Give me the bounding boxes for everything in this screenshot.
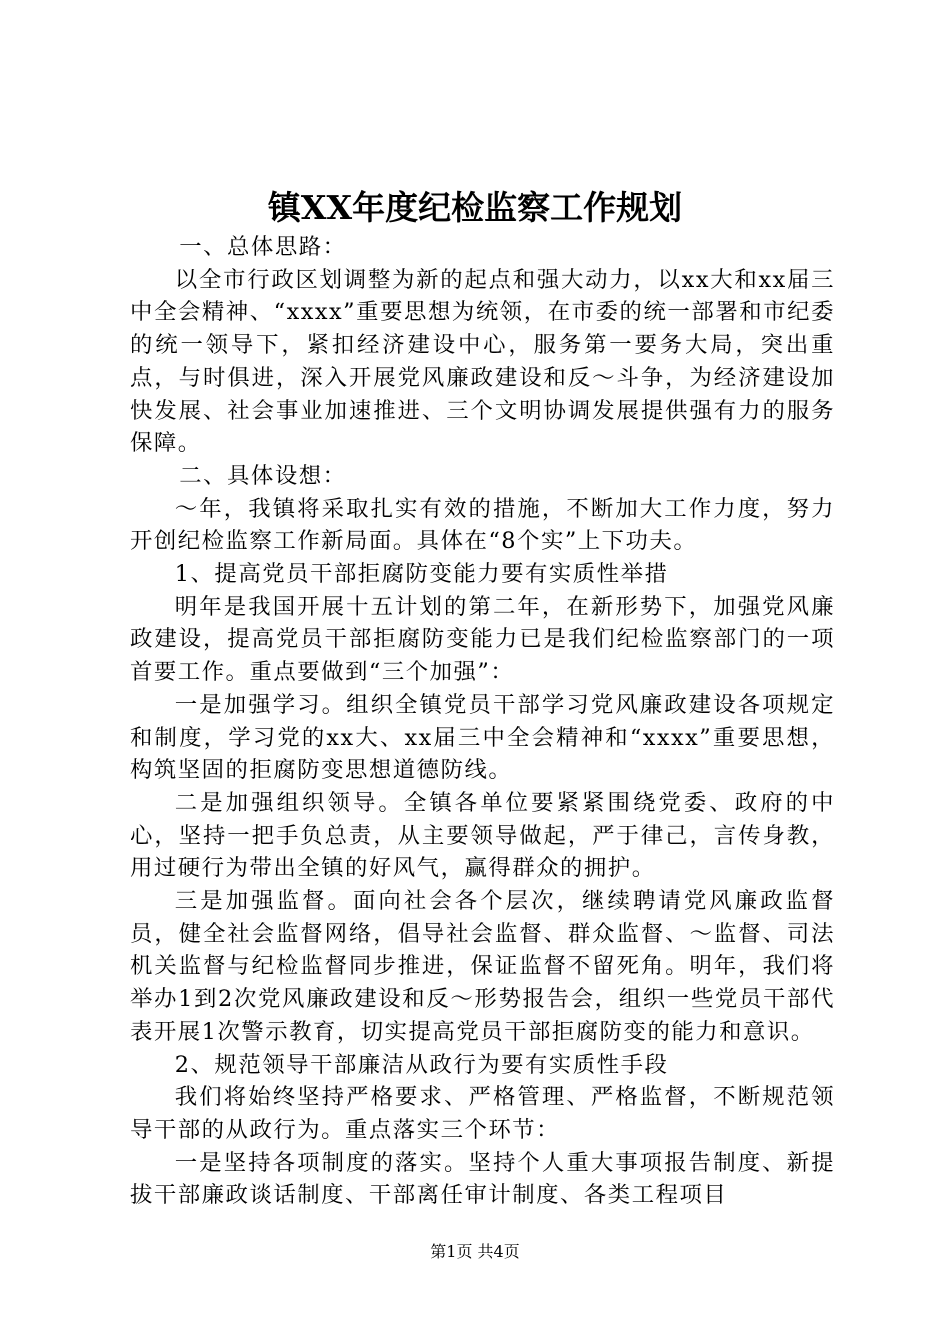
paragraph: 三是加强监督。面向社会各个层次，继续聘请党风廉政监督员，健全社会监督网络，倡导社会监督、群众监督、～监督、司法机关监督与纪检监督同步推进，保证监督不留死角。明年，我们将举办1到2次党风廉政建设和反～形势报告会，组织一些党员干部代表开展1次警示教育，切实提高党员干部拒腐防变的能力和意识。 bbox=[130, 888, 835, 1045]
paragraph: 以全市行政区划调整为新的起点和强大动力，以xx大和xx届三中全会精神、“xxxx”重要思想为统领，在市委的统一部署和市纪委的统一领导下，紧扣经济建设中心，服务第一要务大局，突出重点，与时俱进，深入开展党风廉政建设和反～斗争，为经济建设加快发展、社会事业加速推进、三个文明协调发展提供强有力的服务保障。 bbox=[130, 266, 835, 457]
document-title: 镇XX年度纪检监察工作规划 bbox=[267, 188, 683, 227]
paragraph: 一是加强学习。组织全镇党员干部学习党风廉政建设各项规定和制度，学习党的xx大、xx届三中全会精神和“xxxx”重要思想，构筑坚固的拒腐防变思想道德防线。 bbox=[130, 691, 835, 784]
subsection-heading-1: 1、提高党员干部拒腐防变能力要有实质性举措 bbox=[174, 561, 669, 588]
paragraph: ～年，我镇将采取扎实有效的措施，不断加大工作力度，努力开创纪检监察工作新局面。具体在“8个实”上下功夫。 bbox=[130, 495, 835, 555]
section-heading-overall-approach: 一、总体思路： bbox=[179, 234, 347, 260]
document-body bbox=[130, 231, 835, 1212]
paragraph: 一是坚持各项制度的落实。坚持个人重大事项报告制度、新提拔干部廉政谈话制度、干部离任审计制度、各类工程项目 bbox=[130, 1149, 835, 1209]
subsection-heading-2: 2、规范领导干部廉洁从政行为要有实质性手段 bbox=[174, 1051, 669, 1078]
paragraph: 明年是我国开展十五计划的第二年，在新形势下，加强党风廉政建设，提高党员干部拒腐防变能力已是我们纪检监察部门的一项首要工作。重点要做到“三个加强”： bbox=[130, 593, 835, 686]
paragraph: 二是加强组织领导。全镇各单位要紧紧围绕党委、政府的中心，坚持一把手负总责，从主要领导做起，严于律己，言传身教，用过硬行为带出全镇的好风气，赢得群众的拥护。 bbox=[130, 789, 835, 882]
page-footer: 第1页 共4页 bbox=[430, 1242, 520, 1261]
paragraph: 我们将始终坚持严格要求、严格管理、严格监督，不断规范领导干部的从政行为。重点落实三个环节： bbox=[130, 1084, 835, 1143]
section-heading-specific-plans: 二、具体设想： bbox=[179, 462, 347, 489]
